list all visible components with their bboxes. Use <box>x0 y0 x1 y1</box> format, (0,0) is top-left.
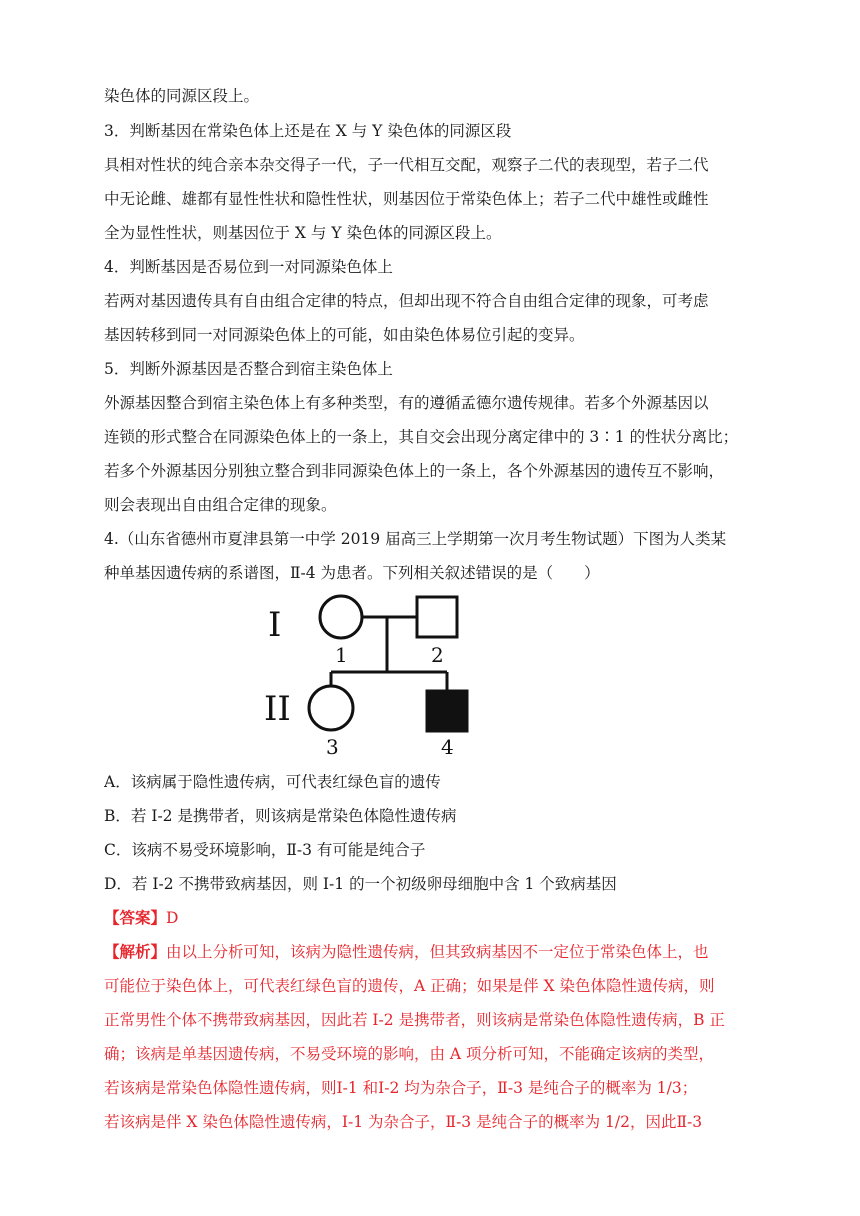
option-b: B．若 I-2 是携带者，则该病是常染色体隐性遗传病 <box>104 807 457 825</box>
option-d: D．若 I-2 不携带致病基因，则 I-1 的一个初级卵母细胞中含 1 个致病基因 <box>104 875 617 893</box>
individual-number: 2 <box>431 643 444 667</box>
text-line: 中无论雌、雄都有显性性状和隐性性状，则基因位于常染色体上；若子二代中雄性或雌性 <box>104 190 709 208</box>
text-line: 基因转移到同一对同源染色体上的可能，如由染色体易位引起的变异。 <box>104 326 585 344</box>
individual-number: 3 <box>326 735 339 759</box>
answer-label: 【答案】 <box>104 908 167 927</box>
option-c: C．该病不易受环境影响，Ⅱ-3 有可能是纯合子 <box>104 841 426 859</box>
text-line: 外源基因整合到宿主染色体上有多种类型，有的遵循孟德尔遗传规律。若多个外源基因以 <box>104 394 709 412</box>
text-line: 若多个外源基因分别独立整合到非同源染色体上的一条上，各个外源基因的遗传互不影响， <box>104 462 725 480</box>
female-unaffected-ii3 <box>309 686 353 730</box>
text-line: 则会表现出自由组合定律的现象。 <box>104 496 337 514</box>
answer-line <box>104 908 764 928</box>
analysis-text: 由以上分析可知，该病为隐性遗传病，但其致病基因不一定位于常染色体上，也 <box>166 943 709 961</box>
male-unaffected-i2 <box>417 597 457 637</box>
individual-number: 4 <box>441 735 454 759</box>
section-heading-3: 3．判断基因在常染色体上还是在 X 与 Y 染色体的同源区段 <box>104 122 512 140</box>
text-line: 连锁的形式整合在同源染色体上的一条上，其自交会出现分离定律中的 3∶1 的性状分离比； <box>104 428 739 446</box>
analysis-line: 正常男性个体不携带致病基因，因此若 I-2 是携带者，则该病是常染色体隐性遗传病，B 正 <box>104 1011 725 1029</box>
analysis-label: 【解析】 <box>104 942 167 961</box>
analysis-line: 确；该病是单基因遗传病，不易受环境的影响，由 A 项分析可知，不能确定该病的类型， <box>104 1045 715 1063</box>
analysis-line: 可能位于染色体上，可代表红绿色盲的遗传，A 正确；如果是伴 X 染色体隐性遗传病，则 <box>104 977 715 995</box>
generation-label-i: I <box>268 605 282 645</box>
text-line: 若两对基因遗传具有自由组合定律的特点，但却出现不符合自由组合定律的现象，可考虑 <box>104 292 709 310</box>
text-line: 具相对性状的纯合亲本杂交得子一代，子一代相互交配，观察子二代的表现型，若子二代 <box>104 156 709 174</box>
individual-number: 1 <box>335 643 348 667</box>
section-heading-5: 5．判断外源基因是否整合到宿主染色体上 <box>104 360 393 378</box>
section-heading-4: 4．判断基因是否易位到一对同源染色体上 <box>104 258 393 276</box>
pedigree-chart <box>260 590 470 760</box>
text-line: 染色体的同源区段上。 <box>104 87 260 105</box>
analysis-line: 若该病是伴 X 染色体隐性遗传病，Ⅰ-1 为杂合子，Ⅱ-3 是纯合子的概率为 1/2，因此Ⅱ-3 <box>104 1113 703 1131</box>
option-a: A．该病属于隐性遗传病，可代表红绿色盲的遗传 <box>104 773 441 791</box>
male-affected-ii4 <box>427 691 467 731</box>
analysis-line <box>104 942 764 962</box>
answer-value: D <box>166 909 179 927</box>
question-stem: 4.（山东省德州市夏津县第一中学 2019 届高三上学期第一次月考生物试题）下图为人类某 <box>104 530 727 548</box>
female-unaffected-i1 <box>320 596 362 638</box>
text-line: 全为显性性状，则基因位于 X 与 Y 染色体的同源区段上。 <box>104 224 502 242</box>
generation-label-ii: II <box>264 689 291 729</box>
analysis-line: 若该病是常染色体隐性遗传病，则Ⅰ-1 和Ⅰ-2 均为杂合子，Ⅱ-3 是纯合子的概率为 1/3； <box>104 1079 698 1097</box>
question-stem: 种单基因遗传病的系谱图，Ⅱ-4 为患者。下列相关叙述错误的是（ ） <box>104 564 600 582</box>
